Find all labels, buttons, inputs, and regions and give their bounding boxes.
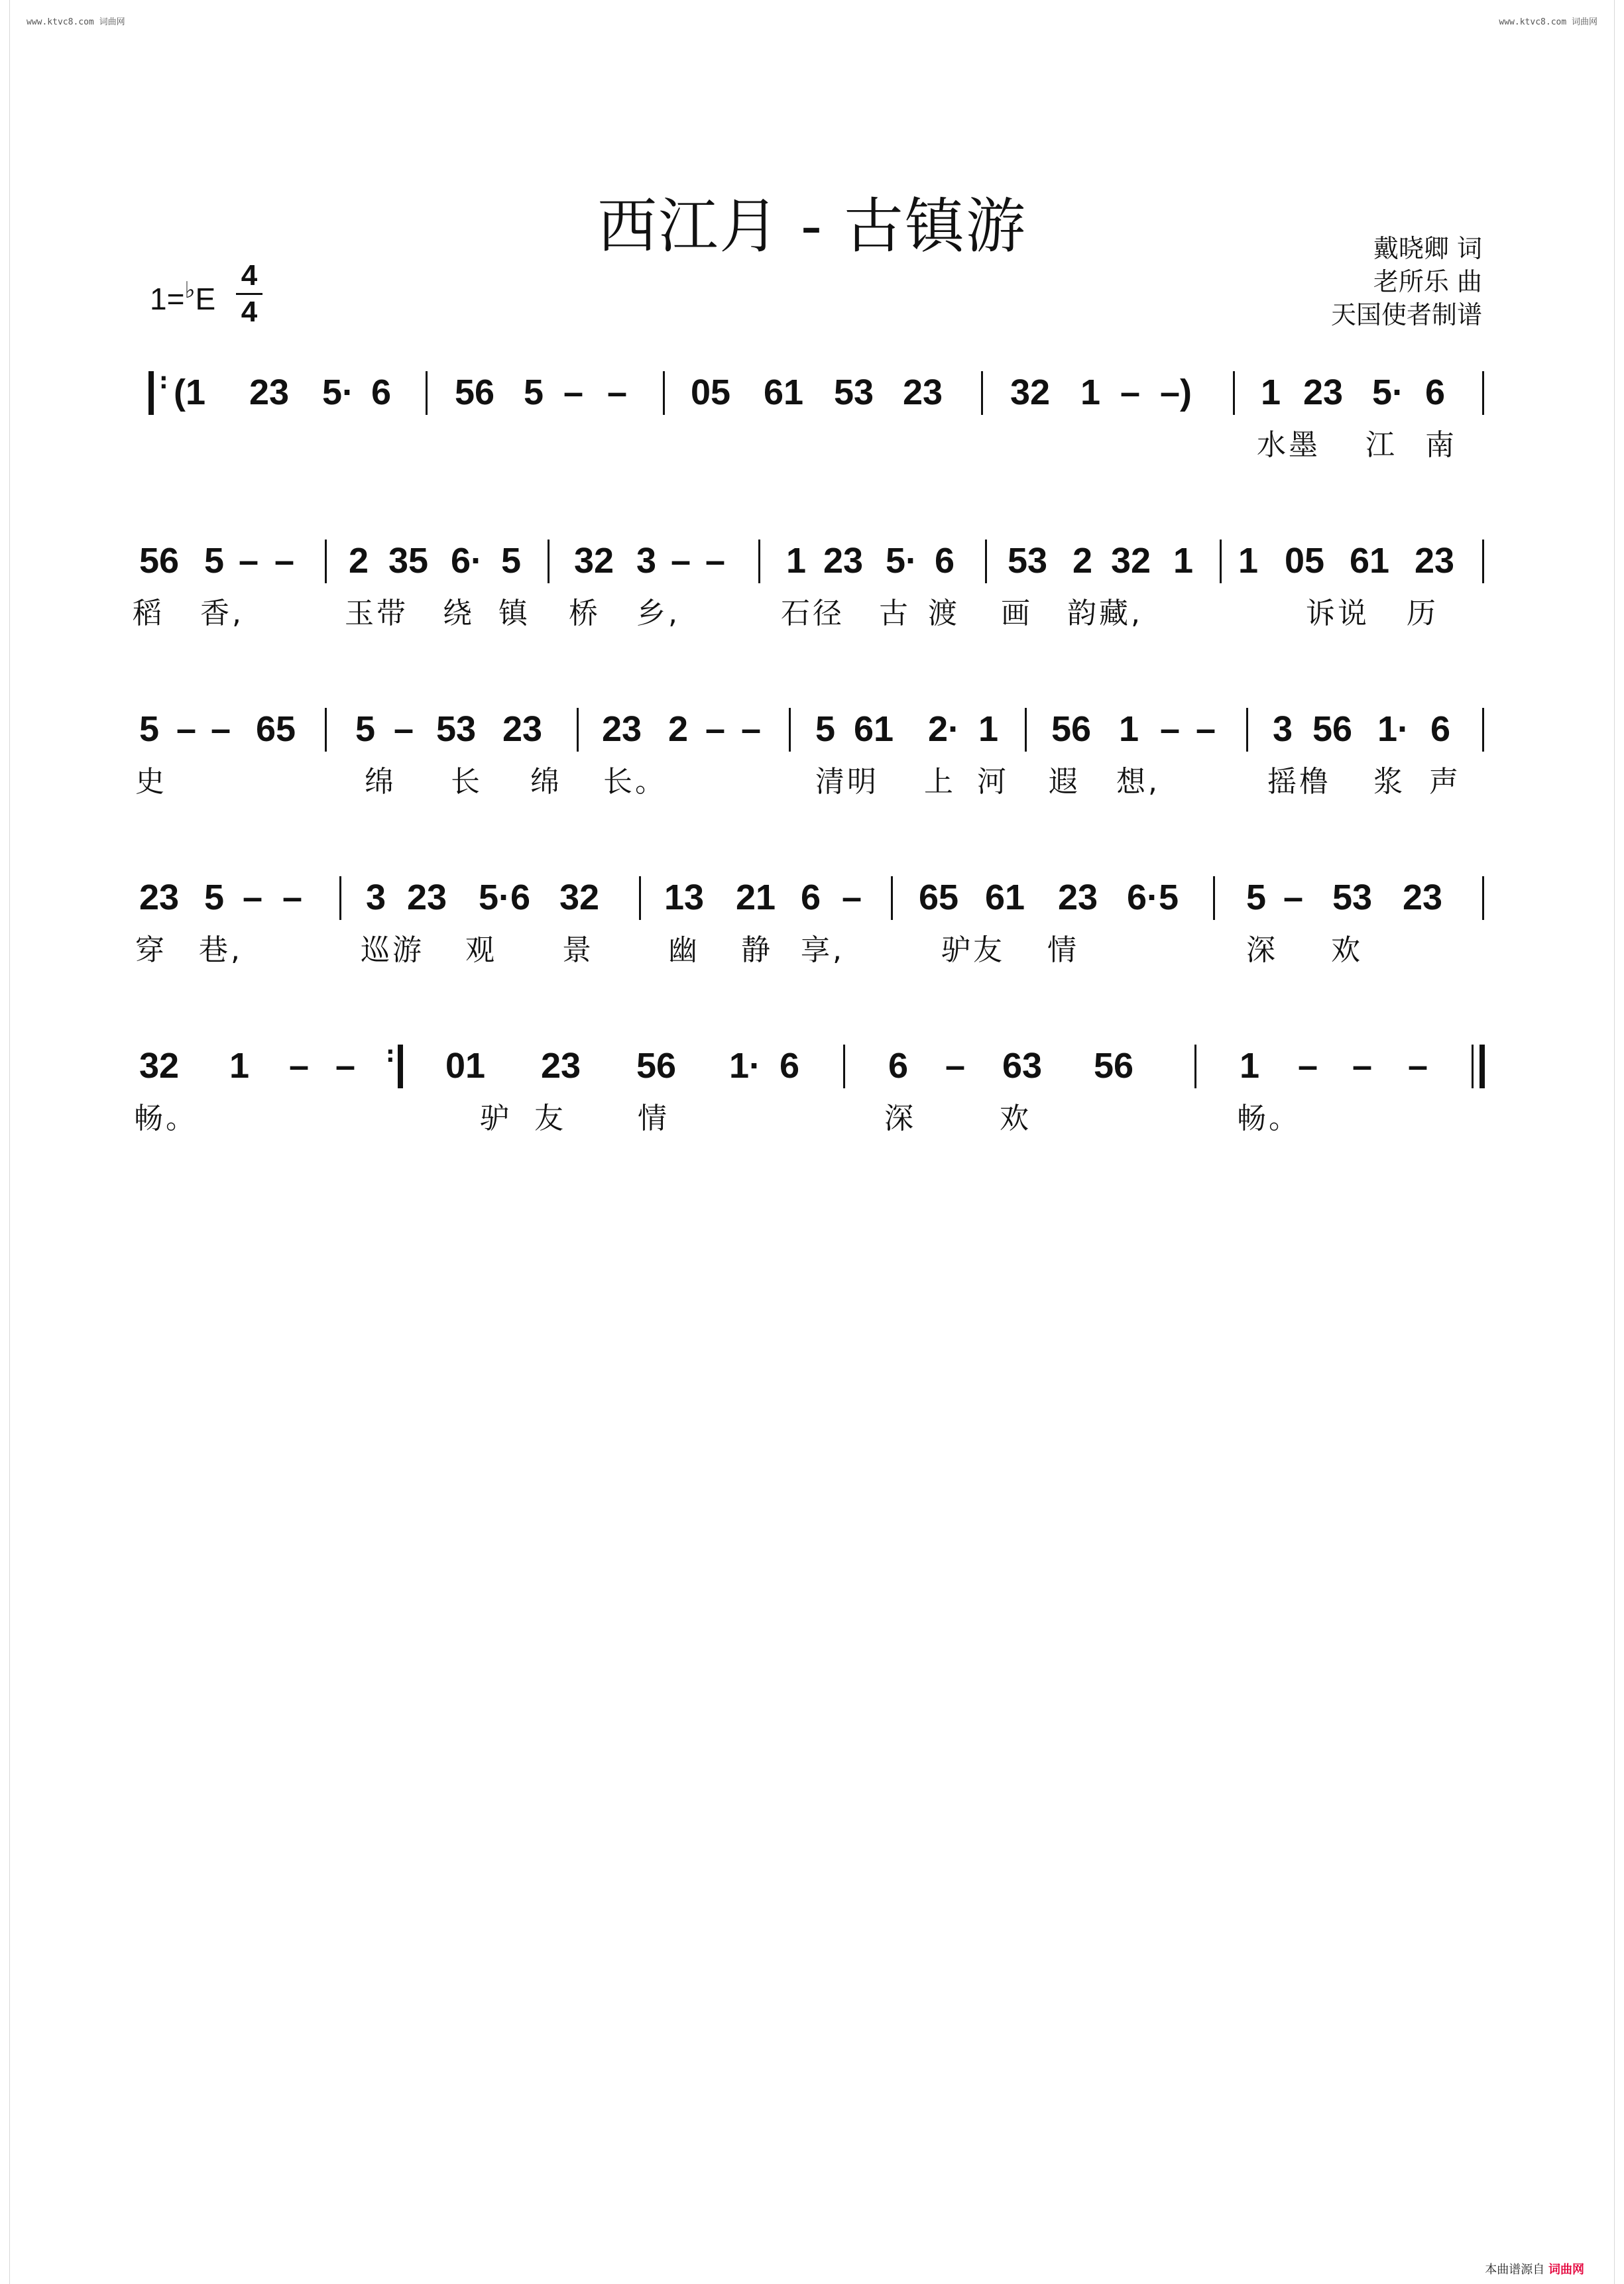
note: – <box>394 709 414 749</box>
lyric: 欢 <box>1331 933 1363 967</box>
lyric: 幽 <box>668 933 700 967</box>
lyric: 友 <box>534 1102 566 1135</box>
repeat-dots: : <box>159 368 168 394</box>
meter-top: 4 <box>241 259 258 292</box>
site-url-right[interactable]: www.ktvc8.com 词曲网 <box>1499 17 1597 27</box>
note: – <box>1196 709 1216 749</box>
note: 61 <box>1350 541 1390 581</box>
note: 53 <box>1008 541 1048 581</box>
note: 5 <box>815 709 836 749</box>
lyric: 浆 <box>1373 765 1405 799</box>
flat-sign: ♭ <box>184 278 196 303</box>
barline <box>1194 1045 1196 1088</box>
note: 23 <box>541 1046 581 1086</box>
lyric: 深 <box>884 1102 916 1135</box>
lyric: 绵 <box>365 765 396 799</box>
note: – <box>741 709 762 749</box>
note: 23 <box>602 709 642 749</box>
lyric: 巷, <box>199 933 243 967</box>
lyricist-credit: 戴晓卿 词 <box>1373 234 1482 263</box>
note: 23 <box>407 878 447 917</box>
note: – <box>282 878 303 917</box>
note: 1 <box>1080 372 1101 412</box>
key-signature <box>150 277 215 317</box>
lyric: 想, <box>1116 765 1160 799</box>
note: – <box>705 541 726 581</box>
barline <box>325 708 327 752</box>
barline <box>1482 371 1484 415</box>
barline <box>1220 540 1222 583</box>
note: 56 <box>1094 1046 1134 1086</box>
note: 21 <box>736 878 776 917</box>
note: 61 <box>985 878 1025 917</box>
footer-brand-link[interactable]: 词曲网 <box>1548 2263 1584 2277</box>
lyric: 观 <box>465 933 497 967</box>
note: 23 <box>903 372 943 412</box>
note: 5 <box>355 709 376 749</box>
notes-row <box>126 703 1498 756</box>
lyric: 畅。 <box>134 1102 198 1135</box>
lyric: 香, <box>200 597 244 630</box>
note: – <box>1160 709 1181 749</box>
note: 5 <box>501 541 522 581</box>
note: 23 <box>1403 878 1443 917</box>
note: 1 <box>229 1046 250 1086</box>
lyric: 南 <box>1425 428 1457 462</box>
note: – <box>1408 1046 1428 1086</box>
note: 23 <box>1058 878 1098 917</box>
lyric: 情 <box>638 1102 669 1135</box>
barline <box>891 876 893 920</box>
lyric: 江 <box>1365 428 1397 462</box>
note: 3 <box>1273 709 1293 749</box>
note: – <box>211 709 231 749</box>
note: – <box>1352 1046 1373 1086</box>
note: – <box>1120 372 1141 412</box>
barline <box>843 1045 845 1088</box>
barline <box>758 540 760 583</box>
lyric: 绵 <box>530 765 562 799</box>
lyric: 石径 <box>781 597 844 630</box>
lyric: 玉带 <box>345 597 408 630</box>
note: 56 <box>455 372 495 412</box>
lyric: 乡, <box>636 597 680 630</box>
lyric: 情 <box>1047 933 1079 967</box>
barline <box>981 371 983 415</box>
note: 23 <box>1415 541 1455 581</box>
note: 5 <box>139 709 160 749</box>
lyric: 桥 <box>569 597 601 630</box>
note: 32 <box>139 1046 180 1086</box>
barline <box>577 708 579 752</box>
note: 5· <box>322 372 355 412</box>
note: 23 <box>249 372 290 412</box>
lyric: 水墨 <box>1257 428 1320 462</box>
final-barline <box>1479 1045 1485 1088</box>
note: – <box>563 372 584 412</box>
note: 56 <box>1051 709 1092 749</box>
notes-row <box>126 366 1498 419</box>
lyric: 长。 <box>603 765 667 799</box>
barline <box>1472 1045 1474 1088</box>
lyric: 穿 <box>135 933 167 967</box>
note: 3 <box>636 541 657 581</box>
note: 6 <box>780 1046 800 1086</box>
note: 53 <box>436 709 477 749</box>
note: – <box>289 1046 310 1086</box>
system-3 <box>126 703 1498 802</box>
note: 01 <box>445 1046 486 1086</box>
lyric: 镇 <box>498 597 530 630</box>
lyrics-row <box>126 1100 1498 1140</box>
barline <box>339 876 341 920</box>
lyric: 静 <box>741 933 773 967</box>
note: 32 <box>559 878 600 917</box>
barline <box>1482 876 1484 920</box>
note: 6 <box>801 878 821 917</box>
note: 56 <box>139 541 180 581</box>
note: 3 <box>366 878 386 917</box>
lyric: 清明 <box>815 765 879 799</box>
note: 6 <box>1425 372 1446 412</box>
note: 32 <box>1010 372 1051 412</box>
note: – <box>842 878 862 917</box>
note: 6· <box>451 541 483 581</box>
lyric: 享, <box>801 933 844 967</box>
lyric: 遐 <box>1049 765 1080 799</box>
note: – <box>274 541 295 581</box>
note: – <box>176 709 197 749</box>
note: 5·6 <box>479 878 531 917</box>
barline <box>325 540 327 583</box>
barline <box>663 371 665 415</box>
barline <box>985 540 987 583</box>
note: – <box>607 372 628 412</box>
note: 53 <box>834 372 874 412</box>
note: 6 <box>371 372 392 412</box>
lyric: 驴友 <box>941 933 1005 967</box>
note: 32 <box>574 541 614 581</box>
note: 23 <box>1303 372 1344 412</box>
note: 61 <box>854 709 894 749</box>
score-title: 西江月 - 古镇游 <box>597 192 1027 261</box>
note: 6·5 <box>1127 878 1179 917</box>
lyric: 渡 <box>928 597 960 630</box>
note: 61 <box>764 372 804 412</box>
lyric: 巡游 <box>361 933 424 967</box>
note: 56 <box>636 1046 677 1086</box>
note: 5· <box>886 541 918 581</box>
note: 6 <box>1430 709 1451 749</box>
note: 1 <box>786 541 807 581</box>
note: – <box>243 878 263 917</box>
note: 13 <box>664 878 705 917</box>
note: 65 <box>919 878 959 917</box>
barline <box>1482 540 1484 583</box>
note: – <box>1283 878 1304 917</box>
note: 1· <box>1377 709 1410 749</box>
barline <box>639 876 641 920</box>
barline <box>1233 371 1235 415</box>
lyric: 深 <box>1246 933 1278 967</box>
note: 1 <box>1119 709 1139 749</box>
system-5 <box>126 1039 1498 1139</box>
note: 23 <box>139 878 180 917</box>
note: 5 <box>204 541 225 581</box>
note: – <box>335 1046 356 1086</box>
key-note: E <box>195 282 216 316</box>
lyric: 声 <box>1429 765 1461 799</box>
lyrics-row <box>126 932 1498 972</box>
note: 2 <box>668 709 689 749</box>
note: – <box>671 541 691 581</box>
note: 2 <box>349 541 369 581</box>
note: 5 <box>1246 878 1267 917</box>
note: 1· <box>729 1046 762 1086</box>
note: 1 <box>1240 1046 1260 1086</box>
note: 56 <box>1312 709 1353 749</box>
lyric: 河 <box>977 765 1009 799</box>
notes-row <box>126 534 1498 587</box>
lyrics-row <box>126 427 1498 467</box>
barline <box>1246 708 1248 752</box>
note: 1 <box>1261 372 1281 412</box>
engraver-credit: 天国使者制谱 <box>1330 300 1482 329</box>
note: 5 <box>204 878 225 917</box>
lyric: 稻 <box>133 597 164 630</box>
note: 6 <box>888 1046 909 1086</box>
note: 05 <box>1285 541 1325 581</box>
lyric: 韵藏, <box>1067 597 1143 630</box>
repeat-dots: : <box>386 1041 395 1068</box>
note: (1 <box>174 372 206 412</box>
credits <box>1331 232 1482 331</box>
notes-row <box>126 1039 1498 1092</box>
footer-source <box>1485 2260 1584 2277</box>
site-url-left[interactable]: www.ktvc8.com 词曲网 <box>27 17 125 27</box>
lyric: 史 <box>135 765 167 799</box>
lyric: 诉说 <box>1306 597 1369 630</box>
barline <box>1213 876 1215 920</box>
notes-row <box>126 871 1498 924</box>
note: 5 <box>524 372 544 412</box>
system-2 <box>126 534 1498 634</box>
note: 6 <box>935 541 955 581</box>
barline <box>1025 708 1027 752</box>
note: 53 <box>1332 878 1373 917</box>
lyric: 欢 <box>1000 1102 1031 1135</box>
repeat-start-barline <box>148 371 154 415</box>
time-signature <box>236 260 262 328</box>
note: 2· <box>928 709 960 749</box>
meter-divider <box>236 293 262 295</box>
note: – <box>705 709 726 749</box>
meter-bottom: 4 <box>241 296 258 328</box>
lyrics-row <box>126 595 1498 635</box>
note: – <box>945 1046 966 1086</box>
note: 23 <box>823 541 864 581</box>
repeat-end-barline <box>398 1045 403 1088</box>
note: – <box>1298 1046 1318 1086</box>
barline <box>1482 708 1484 752</box>
barline <box>548 540 550 583</box>
key-prefix: 1= <box>150 282 185 316</box>
lyric: 长 <box>451 765 483 799</box>
barline <box>426 371 428 415</box>
lyrics-row <box>126 764 1498 803</box>
right-margin-strip <box>1614 0 1621 2284</box>
lyric: 绕 <box>443 597 475 630</box>
note: 35 <box>388 541 429 581</box>
note: 1 <box>1173 541 1194 581</box>
lyric: 摇橹 <box>1267 765 1331 799</box>
footer-text: 本曲谱源自 <box>1485 2263 1545 2277</box>
lyric: 历 <box>1407 597 1438 630</box>
note: 32 <box>1111 541 1151 581</box>
note: 1 <box>1238 541 1259 581</box>
system-4 <box>126 871 1498 970</box>
composer-credit: 老所乐 曲 <box>1373 267 1482 296</box>
lyric: 古 <box>879 597 911 630</box>
left-margin-strip <box>3 0 10 2284</box>
lyric: 画 <box>1001 597 1033 630</box>
note: 23 <box>502 709 543 749</box>
note: 65 <box>256 709 296 749</box>
note: 1 <box>978 709 999 749</box>
lyric: 驴 <box>480 1102 512 1135</box>
note: 2 <box>1073 541 1093 581</box>
note: 63 <box>1002 1046 1043 1086</box>
note: –) <box>1160 372 1192 412</box>
system-1 <box>126 366 1498 465</box>
lyric: 畅。 <box>1237 1102 1301 1135</box>
lyric: 景 <box>562 933 594 967</box>
note: 05 <box>691 372 731 412</box>
note: – <box>239 541 259 581</box>
lyric: 上 <box>924 765 956 799</box>
barline <box>789 708 791 752</box>
note: 5· <box>1372 372 1405 412</box>
